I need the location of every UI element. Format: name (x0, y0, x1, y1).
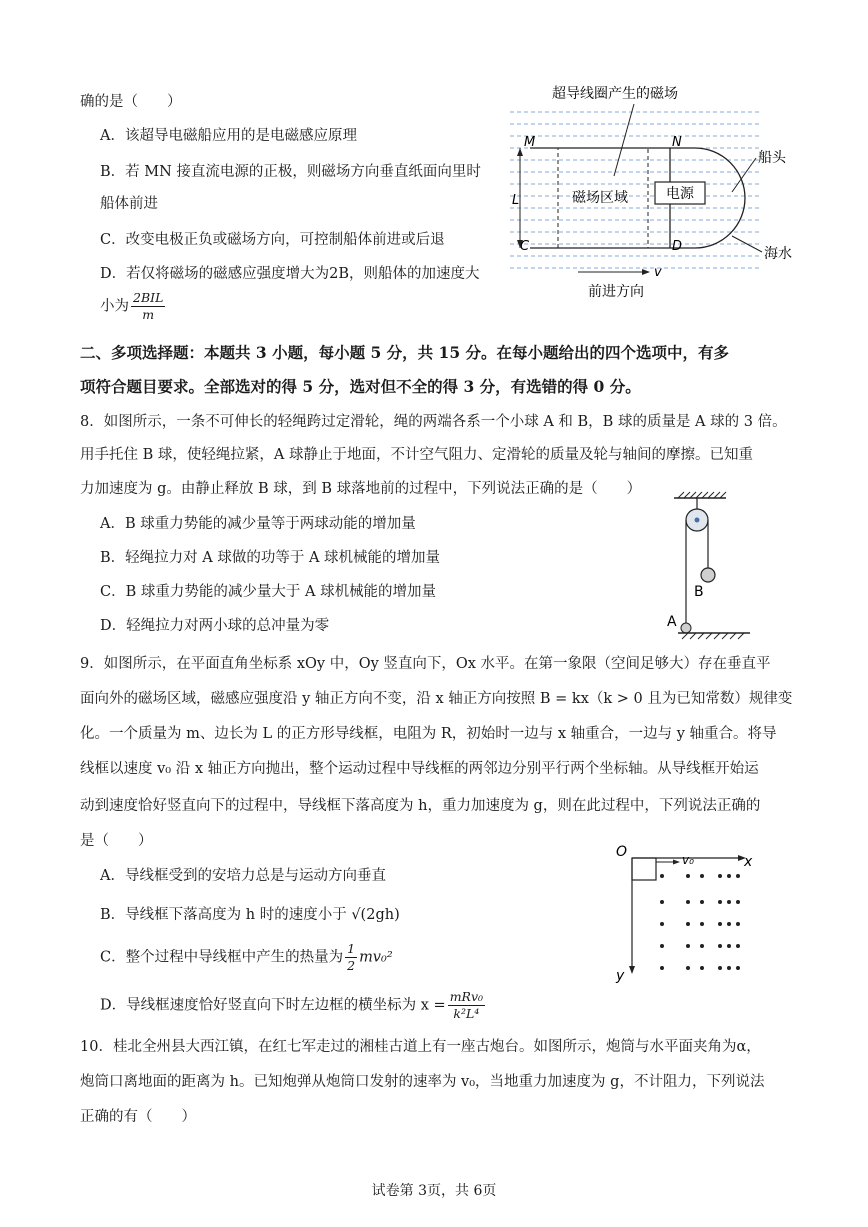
q9-stem-line4: 线框以速度 v₀ 沿 x 轴正方向抛出，整个运动过程中导线框的两邻边分别平行两个坐标轴。从导线框开始运 (80, 761, 759, 777)
q7-option-a: A．该超导电磁船应用的是电磁感应原理 (100, 128, 357, 144)
region-label: 磁场区域 (572, 190, 628, 206)
wire-frame (632, 858, 656, 880)
svg-text:L: L (512, 193, 520, 208)
q8-stem-line2: 用手托住 B 球，使轻绳拉紧，A 球静止于地面，不计空气阻力、定滑轮的质量及轮与轴间的摩擦。已知重 (80, 447, 753, 463)
svg-text:v: v (654, 265, 662, 280)
water-label: 海水 (764, 246, 792, 262)
q7-option-b-cont: 船体前进 (100, 196, 158, 212)
q8-option-b: B．轻绳拉力对 A 球做的功等于 A 球机械能的增加量 (100, 550, 441, 566)
q9-stem-line3: 化。一个质量为 m、边长为 L 的正方形导线框，电阻为 R，初始时一边与 x 轴重合，一边与 y 轴重合。将导 (80, 726, 777, 742)
q8-option-d: D．轻绳拉力对两小球的总冲量为零 (100, 618, 330, 634)
power-label: 电源 (666, 186, 694, 202)
q10-stem-line3: 正确的有（ ） (80, 1109, 196, 1125)
q9-stem-line2: 面向外的磁场区域，磁感应强度沿 y 轴正方向不变，沿 x 轴正方向按照 B = kx（k > 0 且为已知常数）规律变 (80, 691, 793, 707)
svg-text:A: A (667, 614, 677, 630)
q10-stem-line2: 炮筒口离地面的距离为 h。已知炮弹从炮筒口发射的速率为 v₀，当地重力加速度为 g，不计阻力，下列说法 (80, 1074, 765, 1090)
svg-text:y: y (616, 968, 625, 984)
q9-stem-line1: 9．如图所示，在平面直角坐标系 xOy 中，Oy 竖直向下，Ox 水平。在第一象限（空间足够大）存在垂直平 (80, 656, 771, 672)
section2-heading-line1: 二、多项选择题：本题共 3 小题，每小题 5 分，共 15 分。在每小题给出的四个选项中，有多 (80, 343, 730, 362)
q8-stem-line1: 8．如图所示，一条不可伸长的轻绳跨过定滑轮，绳的两端各系一个小球 A 和 B，B 球的质量是 A 球的 3 倍。 (80, 414, 787, 430)
q10-stem-line1: 10．桂北全州县大西江镇，在红七军走过的湘桂古道上有一座古炮台。如图所示，炮筒与水平面夹角为α， (80, 1039, 761, 1055)
q9-option-d: D．导线框速度恰好竖直向下时左边框的横坐标为 x = $\frac{\text{mRv₀}}{\text{k²L⁴}}$ (100, 989, 484, 1021)
q8-option-c: C．B 球重力势能的减少量大于 A 球机械能的增加量 (100, 584, 437, 600)
bow-label: 船头 (758, 150, 786, 166)
pulley-diagram (664, 490, 754, 644)
svg-text:C: C (520, 239, 530, 254)
q7-option-c: C．改变电极正负或磁场方向，可控制船体前进或后退 (100, 232, 445, 248)
q7-option-d-cont: 小为 $\frac{\text{2BIL}}{m}$ (100, 290, 164, 322)
svg-text:x: x (744, 854, 753, 870)
q9-stem-line5: 动到速度恰好竖直向下的过程中，导线框下落高度为 h，重力加速度为 g，则在此过程中，下列说法正确的 (80, 798, 761, 814)
q9-stem-line6: 是（ ） (80, 833, 153, 849)
coordinate-field-diagram (612, 838, 762, 992)
q7-option-d: D．若仅将磁场的磁感应强度增大为2B，则船体的加速度大 (100, 266, 480, 282)
direction-label: 前进方向 (588, 284, 644, 300)
svg-text:D: D (672, 239, 683, 254)
section2-heading-line2: 项符合题目要求。全部选对的得 5 分，选对但不全的得 3 分，有选错的得 0 分。 (80, 377, 641, 396)
q7-option-b: B．若 MN 接直流电源的正极，则磁场方向垂直纸面向里时 (100, 164, 481, 180)
page-footer: 试卷第 3页，共 6页 (371, 1183, 497, 1199)
svg-text:N: N (672, 135, 682, 150)
q7-fraction: $\frac{\text{2BIL}}{m}$ (133, 290, 164, 322)
svg-text:B: B (694, 584, 704, 600)
field-title: 超导线圈产生的磁场 (552, 86, 678, 102)
svg-text:M: M (524, 135, 536, 150)
q9-option-b: B．导线框下落高度为 h 时的速度小于 √(2gh) (100, 907, 400, 923)
svg-text:O: O (616, 844, 628, 860)
field-dots (660, 874, 740, 970)
q9-option-a: A．导线框受到的安培力总是与运动方向垂直 (100, 868, 386, 884)
ball-a (681, 623, 691, 633)
svg-text:v₀: v₀ (682, 853, 694, 867)
q7-stem-tail: 确的是（ ） (80, 94, 182, 110)
ship-diagram (510, 80, 810, 309)
q8-option-a: A．B 球重力势能的减少量等于两球动能的增加量 (100, 516, 416, 532)
q9-option-c: C．整个过程中导线框中产生的热量为 $\frac{1}{2}$ mv₀² (100, 941, 393, 973)
q8-stem-line3: 力加速度为 g。由静止释放 B 球，到 B 球落地前的过程中，下列说法正确的是（ ） (80, 481, 642, 497)
ball-b (701, 568, 715, 582)
